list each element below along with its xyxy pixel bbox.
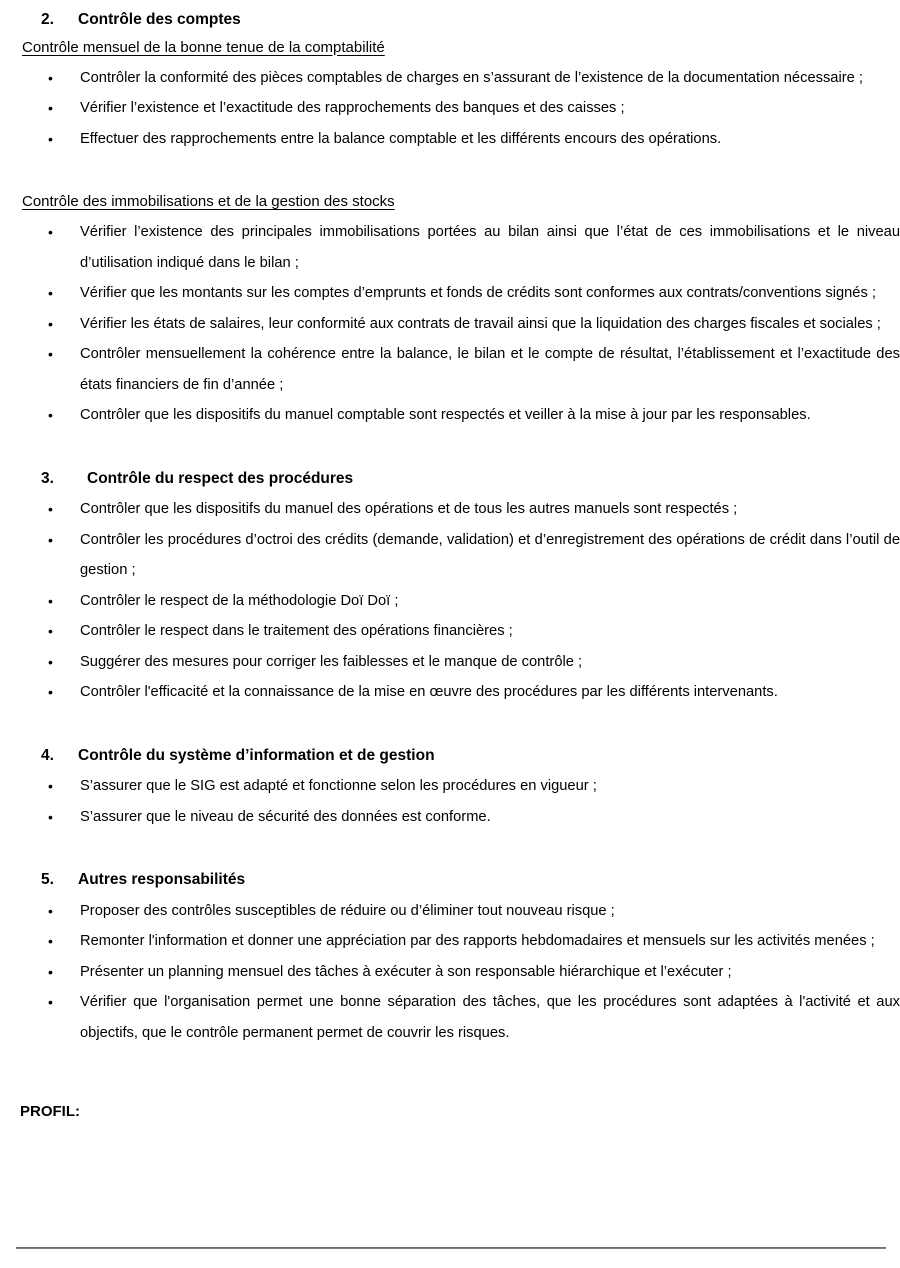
bullet-list-procedures [0, 494, 900, 708]
bullet-list-other-responsibilities [0, 896, 900, 1049]
list-item: • Vérifier l’existence des principales immobilisations portées au bilan ainsi que l’état de ces immobilisations et le niveau d’utilisation indiqué dans le bilan ; [0, 217, 900, 278]
list-item: • Présenter un planning mensuel des tâches à exécuter à son responsable hiérarchique et l’exécuter ; [0, 957, 900, 988]
spacer [0, 763, 900, 771]
subsection-heading-assets-stocks: Contrôle des immobilisations et de la gestion des stocks [22, 193, 395, 210]
spacer [0, 1088, 900, 1104]
list-item: • Contrôler le respect dans le traitement des opérations financières ; [0, 616, 900, 647]
section-title: Contrôle du respect des procédures [87, 469, 354, 487]
section-number: 3. [41, 469, 54, 487]
profil-label: PROFIL: [20, 1103, 80, 1120]
section-number: 5. [41, 871, 54, 888]
spacer [0, 888, 900, 896]
subsection-heading-monthly-accounting: Contrôle mensuel de la bonne tenue de la comptabilité [22, 38, 385, 56]
list-item: • Contrôler que les dispositifs du manuel des opérations et de tous les autres manuels sont respectés ; [0, 494, 900, 525]
section-heading-3 [0, 471, 900, 487]
list-item: • Proposer des contrôles susceptibles de réduire ou d’éliminer tout nouveau risque ; [0, 896, 900, 927]
spacer [0, 832, 900, 872]
list-item: • Vérifier que l'organisation permet une bonne séparation des tâches, que les procédures sont adaptées à l'activité et aux objectifs, que le contrôle permanent permet de couvrir les risques. [0, 987, 900, 1048]
bullet-list-monthly-accounting [0, 63, 900, 155]
list-item: • S’assurer que le SIG est adapté et fonctionne selon les procédures en vigueur ; [0, 771, 900, 802]
list-item: • Vérifier que les montants sur les comptes d’emprunts et fonds de crédits sont conformes aux contrats/conventions signés ; [0, 278, 900, 309]
spacer [0, 708, 900, 748]
list-item: • Effectuer des rapprochements entre la balance comptable et les différents encours des opérations. [0, 124, 900, 155]
list-item: • Contrôler mensuellement la cohérence entre la balance, le bilan et le compte de résultat, l’établissement et l’exactitude des états financiers de fin d’année ; [0, 339, 900, 400]
section-title: Contrôle des comptes [78, 11, 241, 28]
list-item: • S’assurer que le niveau de sécurité des données est conforme. [0, 802, 900, 833]
list-item: • Contrôler la conformité des pièces comptables de charges en s’assurant de l’existence de la documentation nécessaire ; [0, 63, 900, 94]
section-number: 4. [41, 746, 54, 764]
bullet-list-information-system [0, 771, 900, 832]
spacer [0, 209, 900, 217]
list-item: • Contrôler les procédures d’octroi des crédits (demande, validation) et d’enregistrement des opérations de crédit dans l’outil de gestion ; [0, 525, 900, 586]
spacer [0, 486, 900, 494]
bullet-list-assets-stocks [0, 217, 900, 431]
spacer [0, 431, 900, 471]
section-heading-2 [0, 12, 900, 28]
spacer [0, 28, 900, 40]
list-item: • Contrôler l'efficacité et la connaissance de la mise en œuvre des procédures par les différents intervenants. [0, 677, 900, 708]
section-heading-4 [0, 748, 900, 764]
list-item: • Remonter l'information et donner une appréciation par des rapports hebdomadaires et mensuels sur les activités menées ; [0, 926, 900, 957]
spacer [0, 154, 900, 194]
spacer [0, 1048, 900, 1088]
list-item: • Contrôler que les dispositifs du manuel comptable sont respectés et veiller à la mise à jour par les responsables. [0, 400, 900, 431]
list-item: • Contrôler le respect de la méthodologie Doï Doï ; [0, 586, 900, 617]
list-item: • Vérifier l’existence et l’exactitude des rapprochements des banques et des caisses ; [0, 93, 900, 124]
section-number: 2. [41, 11, 54, 28]
footer-divider [16, 1247, 886, 1249]
section-title: Autres responsabilités [78, 871, 246, 888]
section-heading-5 [0, 872, 900, 888]
list-item: • Vérifier les états de salaires, leur conformité aux contrats de travail ainsi que la liquidation des charges fiscales et sociales ; [0, 309, 900, 340]
section-title: Contrôle du système d’information et de gestion [78, 746, 435, 764]
list-item: • Suggérer des mesures pour corriger les faiblesses et le manque de contrôle ; [0, 647, 900, 678]
